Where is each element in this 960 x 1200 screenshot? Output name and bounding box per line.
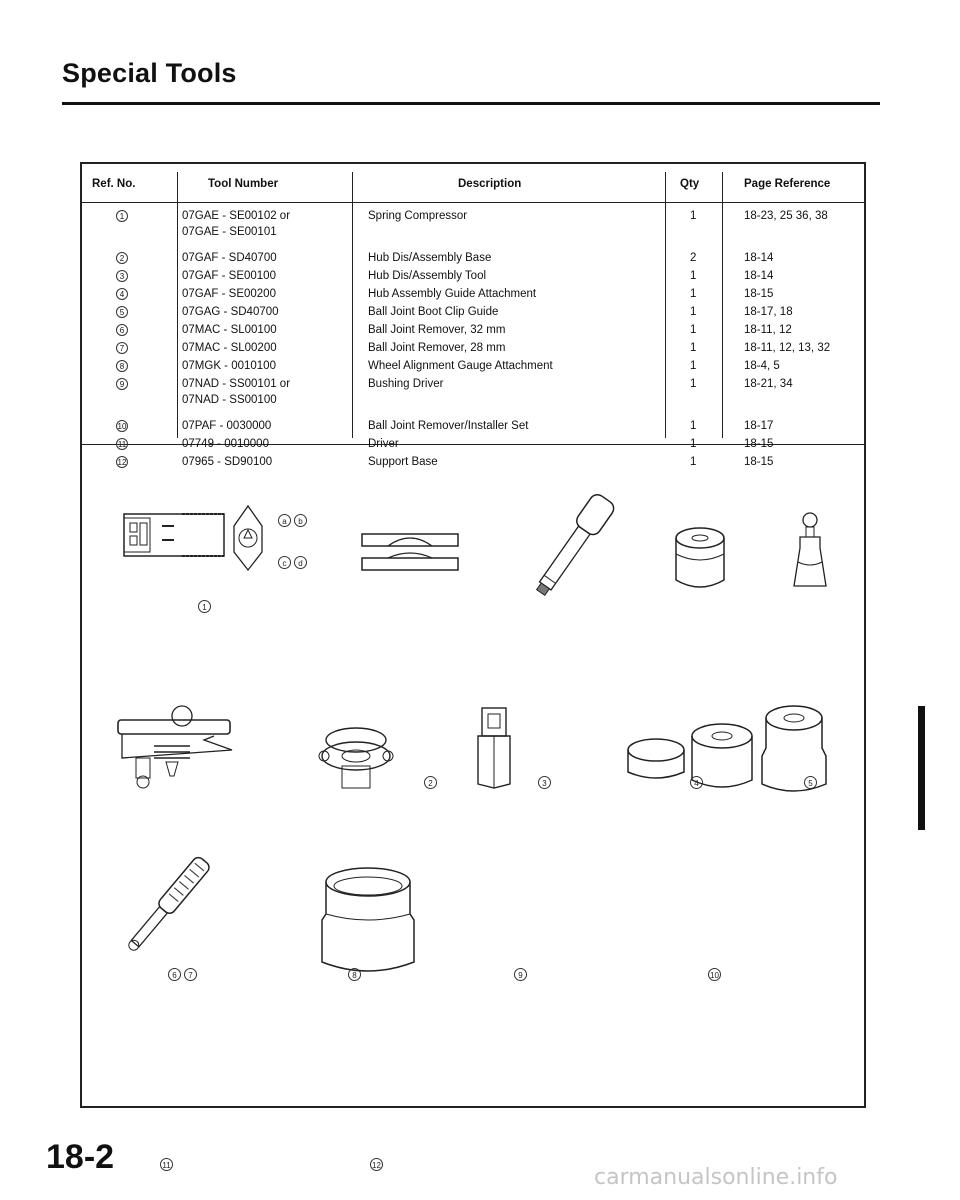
ref-number-mark: 7 — [116, 342, 128, 354]
tool-number: 07GAE - SE00102 or — [182, 210, 291, 222]
watermark: carmanualsonline.info — [594, 1165, 838, 1190]
ref-number-mark: 11 — [117, 440, 127, 449]
description: Driver — [368, 438, 399, 450]
ref-number — [116, 322, 128, 338]
ref-number-mark: 4 — [116, 288, 128, 300]
description: Wheel Alignment Gauge Attachment — [368, 360, 553, 372]
part-a-label: a — [278, 514, 291, 527]
support-base-illustration — [316, 864, 420, 984]
description: Hub Dis/Assembly Tool — [368, 270, 487, 282]
fig8-ref-label: 8 — [348, 968, 361, 981]
quantity: 1 — [690, 270, 697, 282]
quantity: 1 — [690, 306, 697, 318]
quantity: 1 — [690, 360, 697, 372]
alignment-attachment-illustration — [314, 716, 398, 796]
ref-6-label: 6 — [168, 968, 181, 981]
ref-7-label: 7 — [184, 968, 197, 981]
fig3-ref-label: 3 — [538, 776, 551, 789]
ref-number-mark: 1 — [116, 210, 128, 222]
tool-number: 07GAF - SE00200 — [182, 288, 276, 300]
fig5-ref-label: 5 — [804, 776, 817, 789]
fig4-ref-label: 4 — [690, 776, 703, 789]
ref-number-mark: 5 — [116, 306, 128, 318]
fig9-ref-label: 9 — [514, 968, 527, 981]
ref-number — [116, 376, 128, 392]
ref-number — [116, 418, 128, 434]
fig1-part-label-top — [278, 514, 307, 527]
fig1-part-label-bottom — [278, 556, 307, 569]
header-page-reference: Page Reference — [744, 178, 831, 190]
ref-number-mark: 12 — [117, 458, 127, 467]
boot-clip-guide-illustration — [790, 510, 830, 590]
page-reference: 18-14 — [744, 270, 774, 282]
page-number: 18-2 — [46, 1138, 115, 1176]
quantity: 1 — [690, 438, 697, 450]
ref-number-mark: 9 — [116, 378, 128, 390]
ref-number — [116, 268, 128, 284]
ball-joint-remover-illustration — [114, 696, 240, 792]
fig2-ref-label: 2 — [424, 776, 437, 789]
page-reference: 18-17, 18 — [744, 306, 793, 318]
ref-number — [116, 358, 128, 374]
page-reference: 18-11, 12 — [744, 324, 792, 336]
fig67-ref-label — [168, 968, 197, 981]
hub-base-illustration — [358, 530, 462, 574]
page-title: Special Tools — [62, 58, 237, 88]
compressor-hook-illustration — [230, 504, 266, 574]
hub-tool-illustration — [522, 486, 622, 606]
remover-installer-set-illustration — [622, 700, 842, 800]
section-marker-bar — [918, 706, 925, 830]
header-rule — [82, 202, 864, 203]
guide-attachment-illustration — [670, 524, 730, 594]
column-separator — [722, 172, 723, 438]
page-reference: 18-15 — [744, 288, 774, 300]
page-reference: 18-17 — [744, 420, 774, 432]
fig1-ref-label: 1 — [198, 600, 211, 613]
tool-number: 07MGK - 0010100 — [182, 360, 276, 372]
tool-number: 07PAF - 0030000 — [182, 420, 272, 432]
quantity: 1 — [690, 456, 697, 468]
tool-number: 07MAC - SL00100 — [182, 324, 277, 336]
ref-number — [116, 208, 128, 224]
header-ref-no: Ref. No. — [92, 178, 136, 190]
title-rule — [62, 102, 880, 105]
tool-number: 07965 - SD90100 — [182, 456, 273, 468]
tool-number: 07NAD - SS00101 or — [182, 378, 291, 390]
page-reference: 18-14 — [744, 252, 774, 264]
fig11-ref-label: 11 — [160, 1158, 173, 1171]
quantity: 1 — [690, 288, 697, 300]
tool-number: 07GAG - SD40700 — [182, 306, 279, 318]
description: Ball Joint Remover/Installer Set — [368, 420, 529, 432]
column-separator — [665, 172, 666, 438]
description: Spring Compressor — [368, 210, 468, 222]
part-c-label: c — [278, 556, 291, 569]
header-description: Description — [458, 178, 522, 190]
tools-table — [82, 164, 864, 468]
description: Bushing Driver — [368, 378, 444, 390]
ref-number-mark: 8 — [116, 360, 128, 372]
spring-compressor-illustration — [122, 506, 232, 566]
tool-number: 07GAE - SE00101 — [182, 226, 277, 238]
ref-number — [116, 304, 128, 320]
column-separator — [352, 172, 353, 438]
quantity: 1 — [690, 342, 697, 354]
quantity: 1 — [690, 210, 697, 222]
description: Hub Assembly Guide Attachment — [368, 288, 537, 300]
quantity: 2 — [690, 252, 697, 264]
tool-number: 07MAC - SL00200 — [182, 342, 277, 354]
description: Support Base — [368, 456, 438, 468]
ref-number-mark: 2 — [116, 252, 128, 264]
part-d-label: d — [294, 556, 307, 569]
page-reference: 18-15 — [744, 456, 774, 468]
quantity: 1 — [690, 420, 697, 432]
ref-number-mark: 6 — [116, 324, 128, 336]
description: Ball Joint Remover, 32 mm — [368, 324, 506, 336]
fig10-ref-label: 10 — [708, 968, 721, 981]
ref-number — [116, 340, 128, 356]
tool-number: 07749 - 0010000 — [182, 438, 269, 450]
page-reference: 18-23, 25 36, 38 — [744, 210, 828, 222]
header-tool-number: Tool Number — [208, 178, 279, 190]
tool-number: 07GAF - SE00100 — [182, 270, 276, 282]
page-reference: 18-11, 12, 13, 32 — [744, 342, 831, 354]
page-reference: 18-15 — [744, 438, 774, 450]
page-reference: 18-21, 34 — [744, 378, 793, 390]
description: Ball Joint Boot Clip Guide — [368, 306, 499, 318]
fig12-ref-label: 12 — [370, 1158, 383, 1171]
description: Ball Joint Remover, 28 mm — [368, 342, 506, 354]
ref-number-mark: 10 — [117, 422, 127, 431]
header-qty: Qty — [680, 178, 700, 190]
part-b-label: b — [294, 514, 307, 527]
ref-number — [116, 250, 128, 266]
tool-number: 07GAF - SD40700 — [182, 252, 277, 264]
tool-illustrations — [82, 446, 864, 1170]
description: Hub Dis/Assembly Base — [368, 252, 492, 264]
special-tools-panel — [80, 162, 866, 1170]
ref-number — [116, 286, 128, 302]
quantity: 1 — [690, 324, 697, 336]
ref-number-mark: 3 — [116, 270, 128, 282]
page-reference: 18-4, 5 — [744, 360, 780, 372]
column-separator — [177, 172, 178, 438]
quantity: 1 — [690, 378, 697, 390]
driver-illustration — [118, 846, 218, 966]
bushing-driver-illustration — [474, 704, 526, 794]
tool-number: 07NAD - SS00100 — [182, 394, 277, 406]
